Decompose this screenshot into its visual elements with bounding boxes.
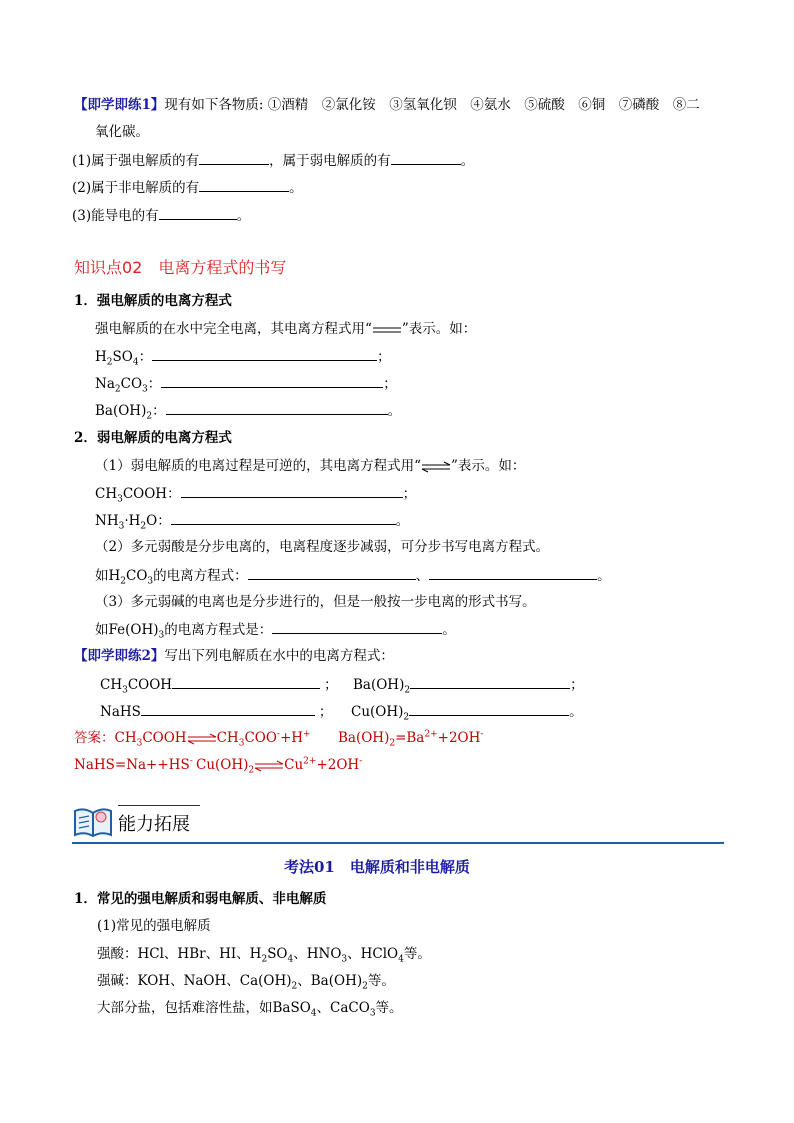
baoh2-colon: ：: [152, 403, 166, 419]
ans1-cooh: COOH: [142, 730, 187, 746]
h2co3-sub1: 2: [120, 576, 127, 587]
nh3-o: O: [146, 513, 158, 529]
ans1-sub2: 3: [238, 738, 245, 749]
q3-label: (3)能导电的有: [72, 208, 159, 224]
q1-strong-label: (1)属于强电解质的有: [72, 153, 200, 169]
feoh-sub: 3: [158, 630, 165, 641]
ans1-sub1: 3: [136, 738, 143, 749]
na2co3-colon: ：: [147, 376, 162, 392]
acid-sub1: 2: [261, 954, 268, 965]
feoh-period: 。: [442, 622, 456, 638]
ability-title: 能力拓展: [118, 814, 190, 835]
practice2-line: [74, 646, 394, 666]
practice2-tag: 【即学即练2】: [74, 648, 165, 664]
ans4-sub: 2: [248, 765, 255, 776]
practice1-q2: [72, 177, 303, 198]
reversible-arrow-icon: [254, 760, 284, 772]
h2co3-label: 的电离方程式：: [153, 568, 248, 584]
base-sub2: 2: [362, 981, 368, 992]
kp02-p1: [95, 456, 525, 476]
book-icon: [72, 803, 114, 841]
kp02-p3: （3）多元弱碱的电离也是分步进行的，但是一般按一步电离的形式书写。: [95, 594, 536, 610]
title-overline: [118, 805, 200, 806]
h2co3-co: CO: [126, 568, 148, 584]
q3-end: 。: [236, 208, 251, 224]
ans4-sup1: 2+: [303, 756, 317, 767]
nh3-sub1: 3: [118, 521, 125, 532]
kp02-h1: 1．强电解质的电离方程式: [74, 293, 232, 309]
salt-sub2: 3: [369, 1008, 376, 1019]
section-rule: [72, 842, 724, 844]
h2co3-sub2: 3: [147, 576, 154, 587]
q3-blank[interactable]: [159, 205, 237, 220]
h2so4-sub1: 2: [106, 357, 113, 368]
p1-b: ”表示。如：: [451, 458, 526, 474]
base-ba: 、Ba(OH): [297, 973, 363, 989]
p1-a: （1）弱电解质的电离过程是可逆的，其电离方程式用“: [95, 458, 421, 474]
na2co3-sub2: 3: [142, 384, 148, 395]
h2so4-line: [95, 346, 391, 367]
acid-so: SO: [267, 946, 288, 962]
p2-cuoh-sub: 2: [403, 712, 410, 723]
p2-baoh-sub: 2: [404, 685, 411, 696]
practice1-line1: [74, 95, 700, 115]
ans3-text: NaHS=Na++HS: [74, 757, 190, 773]
h2so4-so: SO: [112, 349, 133, 365]
acid-hno: 、HNO: [293, 946, 342, 962]
salts: [97, 998, 403, 1018]
ans4-cu2: Cu: [284, 757, 304, 773]
practice1-text-cont: 氧化碳。: [95, 124, 149, 140]
baoh2-ba: Ba(OH): [95, 403, 147, 419]
q1-weak-label: ，属于弱电解质的有: [269, 153, 391, 169]
h1-text-a: 强电解质的在水中完全电离，其电离方程式用“: [95, 321, 372, 337]
practice1-q3: [72, 205, 250, 226]
answer-nahs: [74, 755, 193, 775]
na2co3-co: CO: [120, 376, 143, 392]
acid-a: 强酸：HCl、HBr、HI、H: [97, 946, 262, 962]
h2co3-blank-2[interactable]: [429, 565, 597, 580]
ch3cooh-colon: ：: [167, 486, 181, 502]
strong-bases: [97, 971, 395, 991]
h2co3-line: [95, 565, 611, 586]
na2co3-semi: ；: [383, 376, 397, 392]
ans3-sup: -: [189, 756, 193, 767]
ch3cooh-ch: CH: [95, 486, 118, 502]
na2co3-blank[interactable]: [161, 373, 383, 388]
answer-cuoh: [196, 755, 362, 775]
nh3-line: [95, 510, 409, 531]
h2co3-period: 。: [597, 568, 611, 584]
nh3-colon: ：: [157, 513, 171, 529]
feoh-line: [95, 619, 456, 640]
equals-sign-icon: [372, 325, 402, 335]
p2-nahs-label: NaHS: [100, 704, 141, 720]
feoh-label: 的电离方程式是：: [164, 622, 273, 638]
ans1-ch-2: CH: [216, 730, 239, 746]
acid-sub2: 4: [287, 954, 294, 965]
ans1-ch: CH: [114, 730, 137, 746]
p2-cuoh: [351, 701, 583, 722]
q1-strong-blank[interactable]: [199, 150, 269, 165]
nh3-blank[interactable]: [171, 510, 396, 525]
p2-nahs: [100, 701, 332, 722]
h2co3-h: 如H: [95, 568, 121, 584]
acid-sub3: 3: [341, 954, 348, 965]
q2-end: 。: [289, 180, 303, 196]
p2-ch3cooh-ch: CH: [100, 677, 123, 693]
ans4-oh: +2OH: [316, 757, 360, 773]
kp02-h1-text: [95, 319, 476, 339]
ans2-sub: 2: [389, 738, 396, 749]
nh3-period: 。: [395, 513, 410, 529]
strong-acids: [97, 944, 431, 964]
na2co3-na: Na: [95, 376, 115, 392]
ans4-sup2: -: [359, 756, 363, 767]
ch3cooh-sub: 3: [117, 494, 123, 505]
p2-nahs-semi: ；: [318, 704, 333, 720]
p2-cuoh-cu: Cu(OH): [351, 704, 404, 720]
reversible-arrow-icon: [421, 461, 451, 473]
ans4-cu: Cu(OH): [196, 757, 249, 773]
kp02-title: 知识点02 电离方程式的书写: [74, 258, 287, 277]
ch3cooh-line: [95, 483, 416, 504]
baoh2-period: 。: [387, 403, 402, 419]
acid-hclo: 、HClO: [347, 946, 399, 962]
ans2-oh: +2OH: [437, 730, 481, 746]
nh3-nh: NH: [95, 513, 119, 529]
kp02-h2: 2．弱电解质的电离方程式: [74, 430, 232, 446]
feoh-fe: 如Fe(OH): [95, 622, 159, 638]
p2-baoh: [353, 674, 584, 695]
h1-text-b: ”表示。如：: [401, 321, 477, 337]
salt-sub1: 4: [310, 1008, 317, 1019]
p2-cuoh-period: 。: [569, 704, 583, 720]
answer-baoh: [338, 728, 483, 748]
h2so4-semi: ；: [377, 349, 391, 365]
q1-end: 。: [460, 153, 475, 169]
acid-end: 等。: [403, 946, 431, 962]
practice1-text: 现有如下各物质: ①酒精 ②氯化铵 ③氢氧化钡 ④氨水 ⑤硫酸 ⑥铜 ⑦磷酸 ⑧二: [164, 97, 700, 113]
ability-h1: 1．常见的强电解质和弱电解质、非电解质: [74, 891, 327, 907]
kp02-p2: （2）多元弱酸是分步电离的，电离程度逐步减弱，可分步书写电离方程式。: [95, 539, 550, 555]
base-end: 等。: [367, 973, 395, 989]
baoh2-line: [95, 400, 401, 421]
h2so4-blank[interactable]: [152, 346, 377, 361]
p2-ch3cooh: [100, 674, 338, 695]
q2-blank[interactable]: [199, 177, 289, 192]
answer-label: 答案：: [74, 730, 115, 746]
ans1-coo: COO: [244, 730, 277, 746]
p2-ch3cooh-blank[interactable]: [172, 674, 320, 689]
salt-caco: 、CaCO: [316, 1000, 370, 1016]
ans1-h: +H: [279, 730, 304, 746]
h2so4-sub2: 4: [132, 357, 139, 368]
ans1-sup2: +: [303, 729, 311, 740]
ans1-sup1: -: [276, 729, 280, 740]
ans2-sup1: 2+: [424, 729, 438, 740]
practice1-line2: [95, 122, 149, 142]
p2-baoh-semi: ；: [570, 677, 584, 693]
base-sub1: 2: [291, 981, 298, 992]
answer-line1: [74, 728, 311, 748]
practice1-q1: [72, 150, 474, 171]
p2-cuoh-blank[interactable]: [409, 701, 569, 716]
p2-ch3cooh-semi: ；: [324, 677, 338, 693]
ch3cooh-blank[interactable]: [181, 483, 403, 498]
salt-a: 大部分盐，包括难溶性盐，如BaSO: [97, 1000, 311, 1016]
h2so4-h: H: [95, 349, 107, 365]
ch3cooh-semi: ；: [402, 486, 417, 502]
baoh2-blank[interactable]: [166, 400, 388, 415]
salt-end: 等。: [375, 1000, 403, 1016]
baoh2-sub: 2: [146, 411, 153, 422]
nh3-h: ·H: [124, 513, 141, 529]
p2-ch3cooh-cooh: COOH: [127, 677, 173, 693]
base-a: 强碱：KOH、NaOH、Ca(OH): [97, 973, 292, 989]
ans2-ba: Ba(OH): [338, 730, 390, 746]
h2co3-blank-1[interactable]: [248, 565, 416, 580]
p2-nahs-blank[interactable]: [141, 701, 315, 716]
p2-baoh-ba: Ba(OH): [353, 677, 405, 693]
q2-label: (2)属于非电解质的有: [72, 180, 200, 196]
h2co3-sep: 、: [415, 568, 430, 584]
practice2-text: 写出下列电解质在水中的电离方程式：: [164, 648, 394, 664]
practice1-tag: 【即学即练1】: [74, 97, 165, 113]
reversible-arrow-icon: [187, 733, 217, 745]
acid-sub4: 4: [398, 954, 404, 965]
p2-baoh-blank[interactable]: [410, 674, 570, 689]
nh3-sub2: 2: [140, 521, 147, 532]
ans2-eq: =Ba: [395, 730, 425, 746]
ans2-sup2: -: [480, 729, 484, 740]
ch3cooh-cooh: COOH: [122, 486, 168, 502]
p2-ch3cooh-sub: 3: [122, 685, 128, 696]
na2co3-sub1: 2: [114, 384, 121, 395]
ability-sub1: (1)常见的强电解质: [97, 918, 211, 934]
q1-weak-blank[interactable]: [391, 150, 461, 165]
h2so4-colon: ：: [138, 349, 153, 365]
kaofa-title: 考法01 电解质和非电解质: [284, 858, 470, 876]
na2co3-line: [95, 373, 397, 394]
feoh-blank[interactable]: [272, 619, 442, 634]
